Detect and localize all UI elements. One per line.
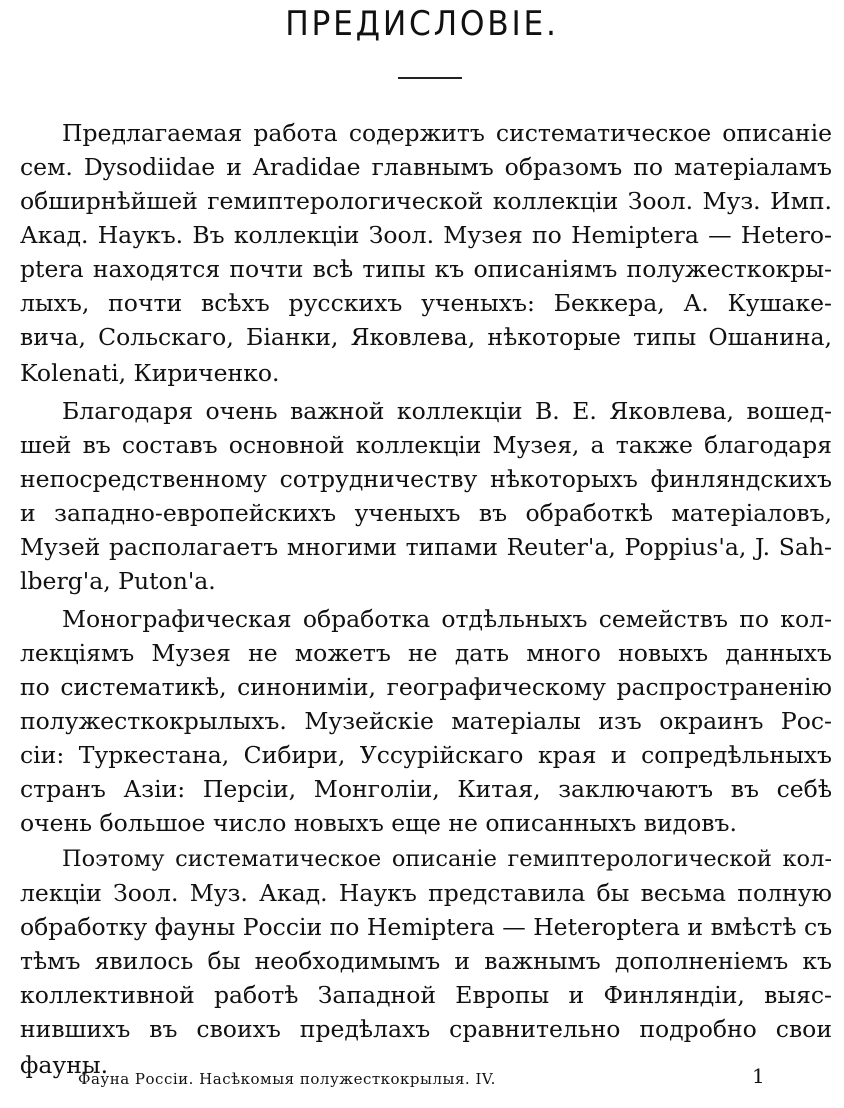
- running-footer: Фауна Россiи. Насѣкомыя полужесткокрылыя. IV.: [78, 1070, 496, 1088]
- text-line: вича, Сольскаго, Бiанки, Яковлева, нѣкоторые типы Ошанина,: [20, 323, 832, 351]
- text-line: фауны.: [20, 1051, 109, 1079]
- title-divider: [398, 77, 462, 79]
- page-title: ПРЕДИСЛОВIЕ.: [285, 4, 559, 44]
- text-line: лекцiямъ Музея не можетъ не дать много новыхъ данныхъ: [20, 639, 832, 667]
- text-line: коллективной работѣ Западной Европы и Финляндiи, выяс-: [20, 981, 832, 1009]
- text-line: обширнѣйшей гемиптерологической коллекцiи Зоол. Муз. Имп.: [20, 187, 832, 215]
- text-line: обработку фауны Россiи по Hemiptera — Heteroptera и вмѣстѣ съ: [20, 913, 833, 941]
- text-line: странъ Азiи: Персiи, Монголiи, Китая, заключаютъ въ себѣ: [20, 775, 832, 803]
- text-line: сем. Dysodiidae и Aradidae главнымъ образомъ по матерiаламъ: [20, 153, 832, 181]
- text-line: Предлагаемая работа содержитъ систематическое описанiе: [62, 119, 832, 147]
- page-number: 1: [752, 1064, 765, 1088]
- text-line: lberg'a, Puton'a.: [20, 567, 216, 595]
- text-line: тѣмъ явилось бы необходимымъ и важнымъ дополненiемъ къ: [20, 947, 832, 975]
- text-line: и западно-европейскихъ ученыхъ въ обработкѣ матерiаловъ,: [20, 499, 832, 527]
- text-line: сiи: Туркестана, Сибири, Уссурiйскаго края и сопредѣльныхъ: [20, 741, 832, 769]
- text-line: очень большое число новыхъ еще не описанныхъ видовъ.: [20, 809, 737, 837]
- text-line: лекцiи Зоол. Муз. Акад. Наукъ представила бы весьма полную: [20, 879, 832, 907]
- text-line: лыхъ, почти всѣхъ русскихъ ученыхъ: Беккера, А. Кушаке-: [20, 289, 832, 317]
- text-line: шей въ составъ основной коллекцiи Музея, а также благодаря: [20, 431, 832, 459]
- text-line: Kolenati, Кириченко.: [20, 359, 280, 387]
- text-line: Благодаря очень важной коллекцiи В. Е. Яковлева, вошед-: [62, 397, 832, 425]
- text-line: по систематикѣ, синонимiи, географическому распространенiю: [20, 673, 832, 701]
- text-line: полужесткокрылыхъ. Музейскiе матерiалы изъ окраинъ Рос-: [20, 707, 832, 735]
- text-line: непосредственному сотрудничеству нѣкоторыхъ финляндскихъ: [20, 465, 832, 493]
- text-line: Акад. Наукъ. Въ коллекцiи Зоол. Музея по Hemiptera — Hetero-: [20, 221, 832, 249]
- text-line: Монографическая обработка отдѣльныхъ семействъ по кол-: [62, 605, 832, 633]
- text-line: нившихъ въ своихъ предѣлахъ сравнительно подробно свои: [20, 1015, 832, 1043]
- text-line: ptera находятся почти всѣ типы къ описанiямъ полужесткокры-: [20, 255, 832, 283]
- text-line: Поэтому систематическое описанiе гемиптерологической кол-: [62, 846, 832, 872]
- text-line: Музей располагаетъ многими типами Reuter'a, Poppius'a, J. Sah-: [20, 533, 832, 561]
